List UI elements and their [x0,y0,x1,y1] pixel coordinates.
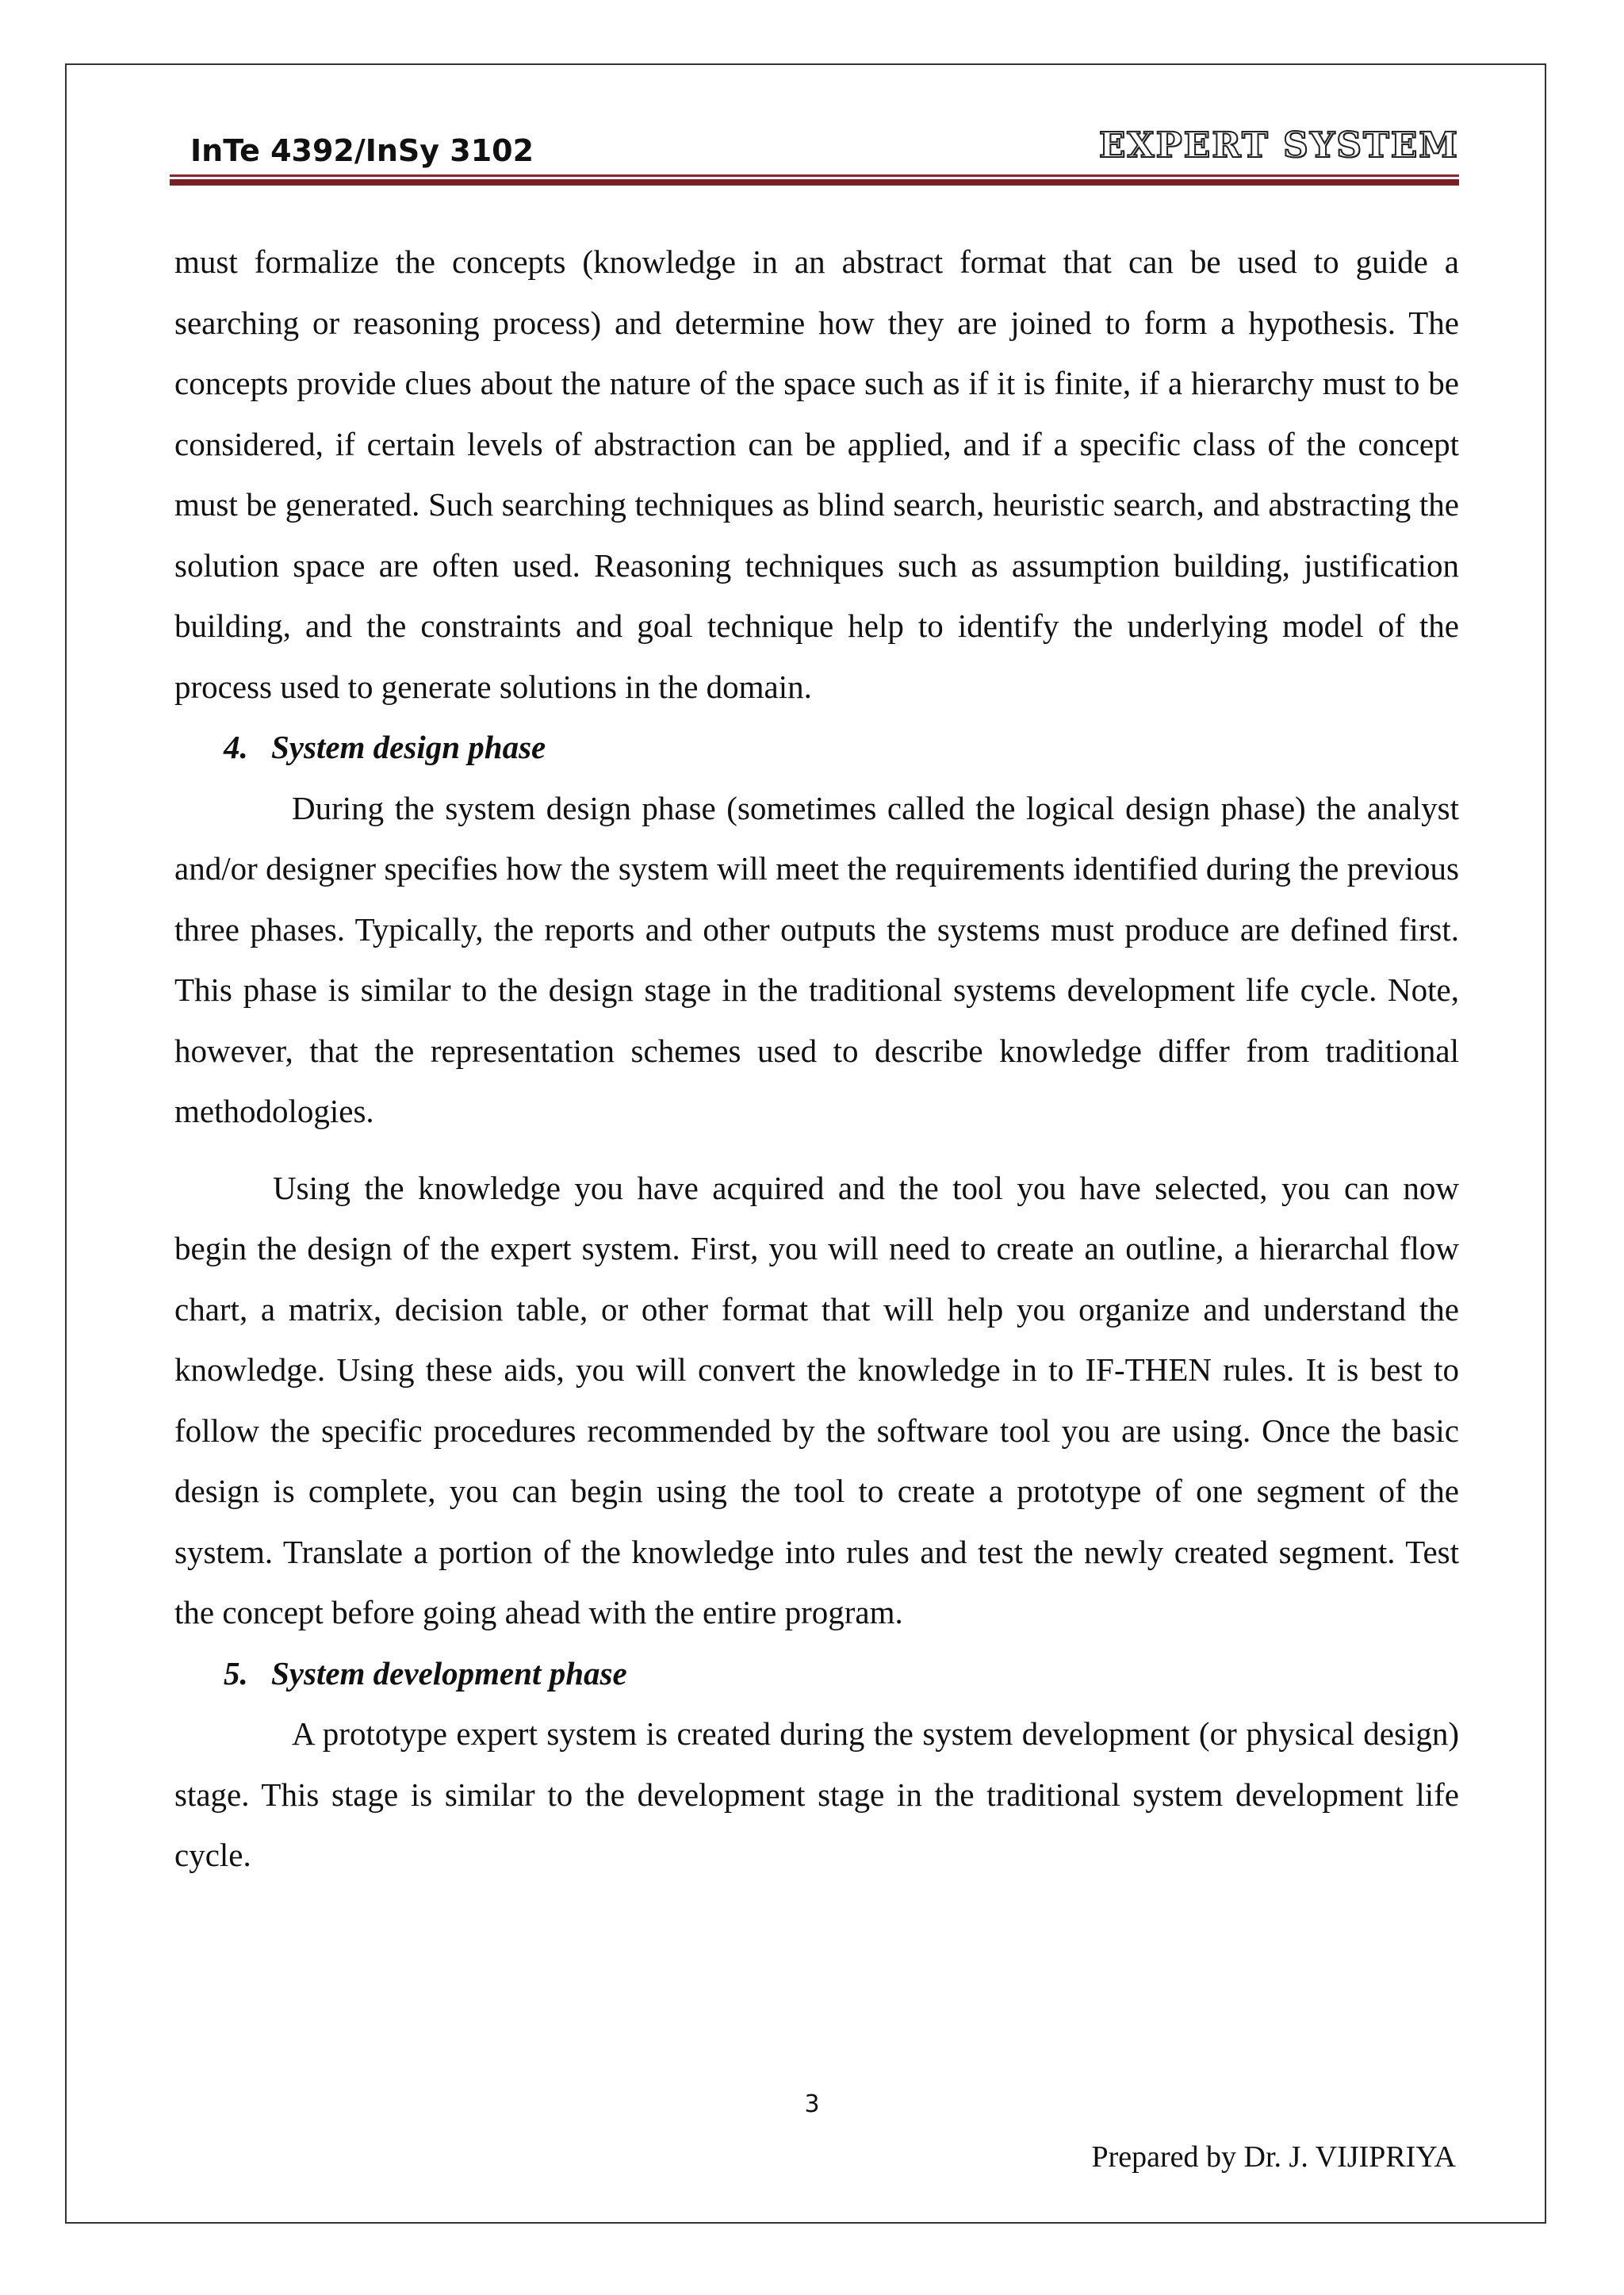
section4-paragraph-1: During the system design phase (sometimes called the logical design phase) the analyst and/or designer specifies how the system will meet the requirements identified during the previous three phases. Typically, the reports and other outputs the systems must produce are defined first. This phase is similar to the design stage in the traditional systems development life cycle. Note, however, that the representation schemes used to describe knowledge differ from traditional methodologies. [174,789,1459,1129]
section-title-4: System design phase [271,729,546,765]
section4-paragraph-2: Using the knowledge you have acquired and the tool you have selected, you can now begin the design of the expert system. First, you will need to create an outline, a hierarchal flow chart, a matrix, decision table, or other format that will help you organize and understand the knowledge. Using these aids, you will convert the knowledge in to IF-THEN rules. It is best to follow the specific procedures recommended by the software tool you are using. Once the basic design is complete, you can begin using the tool to create a prototype of one segment of the system. Translate a portion of the knowledge into rules and test the newly created segment. Test the concept before going ahead with the entire program. [174,1169,1459,1630]
document-title: EXPERT SYSTEM [1098,125,1459,166]
section-number-5: 5. [224,1654,248,1692]
header-rule-thin [170,174,1459,177]
page-number: 3 [804,2090,820,2118]
page-header [190,125,1459,173]
section-heading-5 [174,1643,1459,1704]
section5-paragraph-1: A prototype expert system is created during the system development (or physical design) stage. This stage is similar to the development stage in the traditional system development life cycle. [174,1715,1459,1873]
intro-paragraph: must formalize the concepts (knowledge in an abstract format that can be used to guide a searching or reasoning process) and determine how they are joined to form a hypothesis. The concepts provide clues about the nature of the space such as if it is finite, if a hierarchy must to be considered, if certain levels of abstraction can be applied, and if a specific class of the concept must be generated. Such searching techniques as blind search, heuristic search, and abstracting the solution space are often used. Reasoning techniques such as assumption building, justification building, and the constraints and goal technique help to identify the underlying model of the process used to generate solutions in the domain. [174,243,1459,705]
section-heading-4 [174,717,1459,778]
prepared-by: Prepared by Dr. J. VIJIPRIYA [1091,2140,1456,2174]
course-code: InTe 4392/InSy 3102 [190,133,534,168]
header-rule-thick [170,179,1459,186]
section-title-5: System development phase [271,1654,627,1692]
page-content [174,232,1459,1886]
section-number-4: 4. [224,729,248,765]
